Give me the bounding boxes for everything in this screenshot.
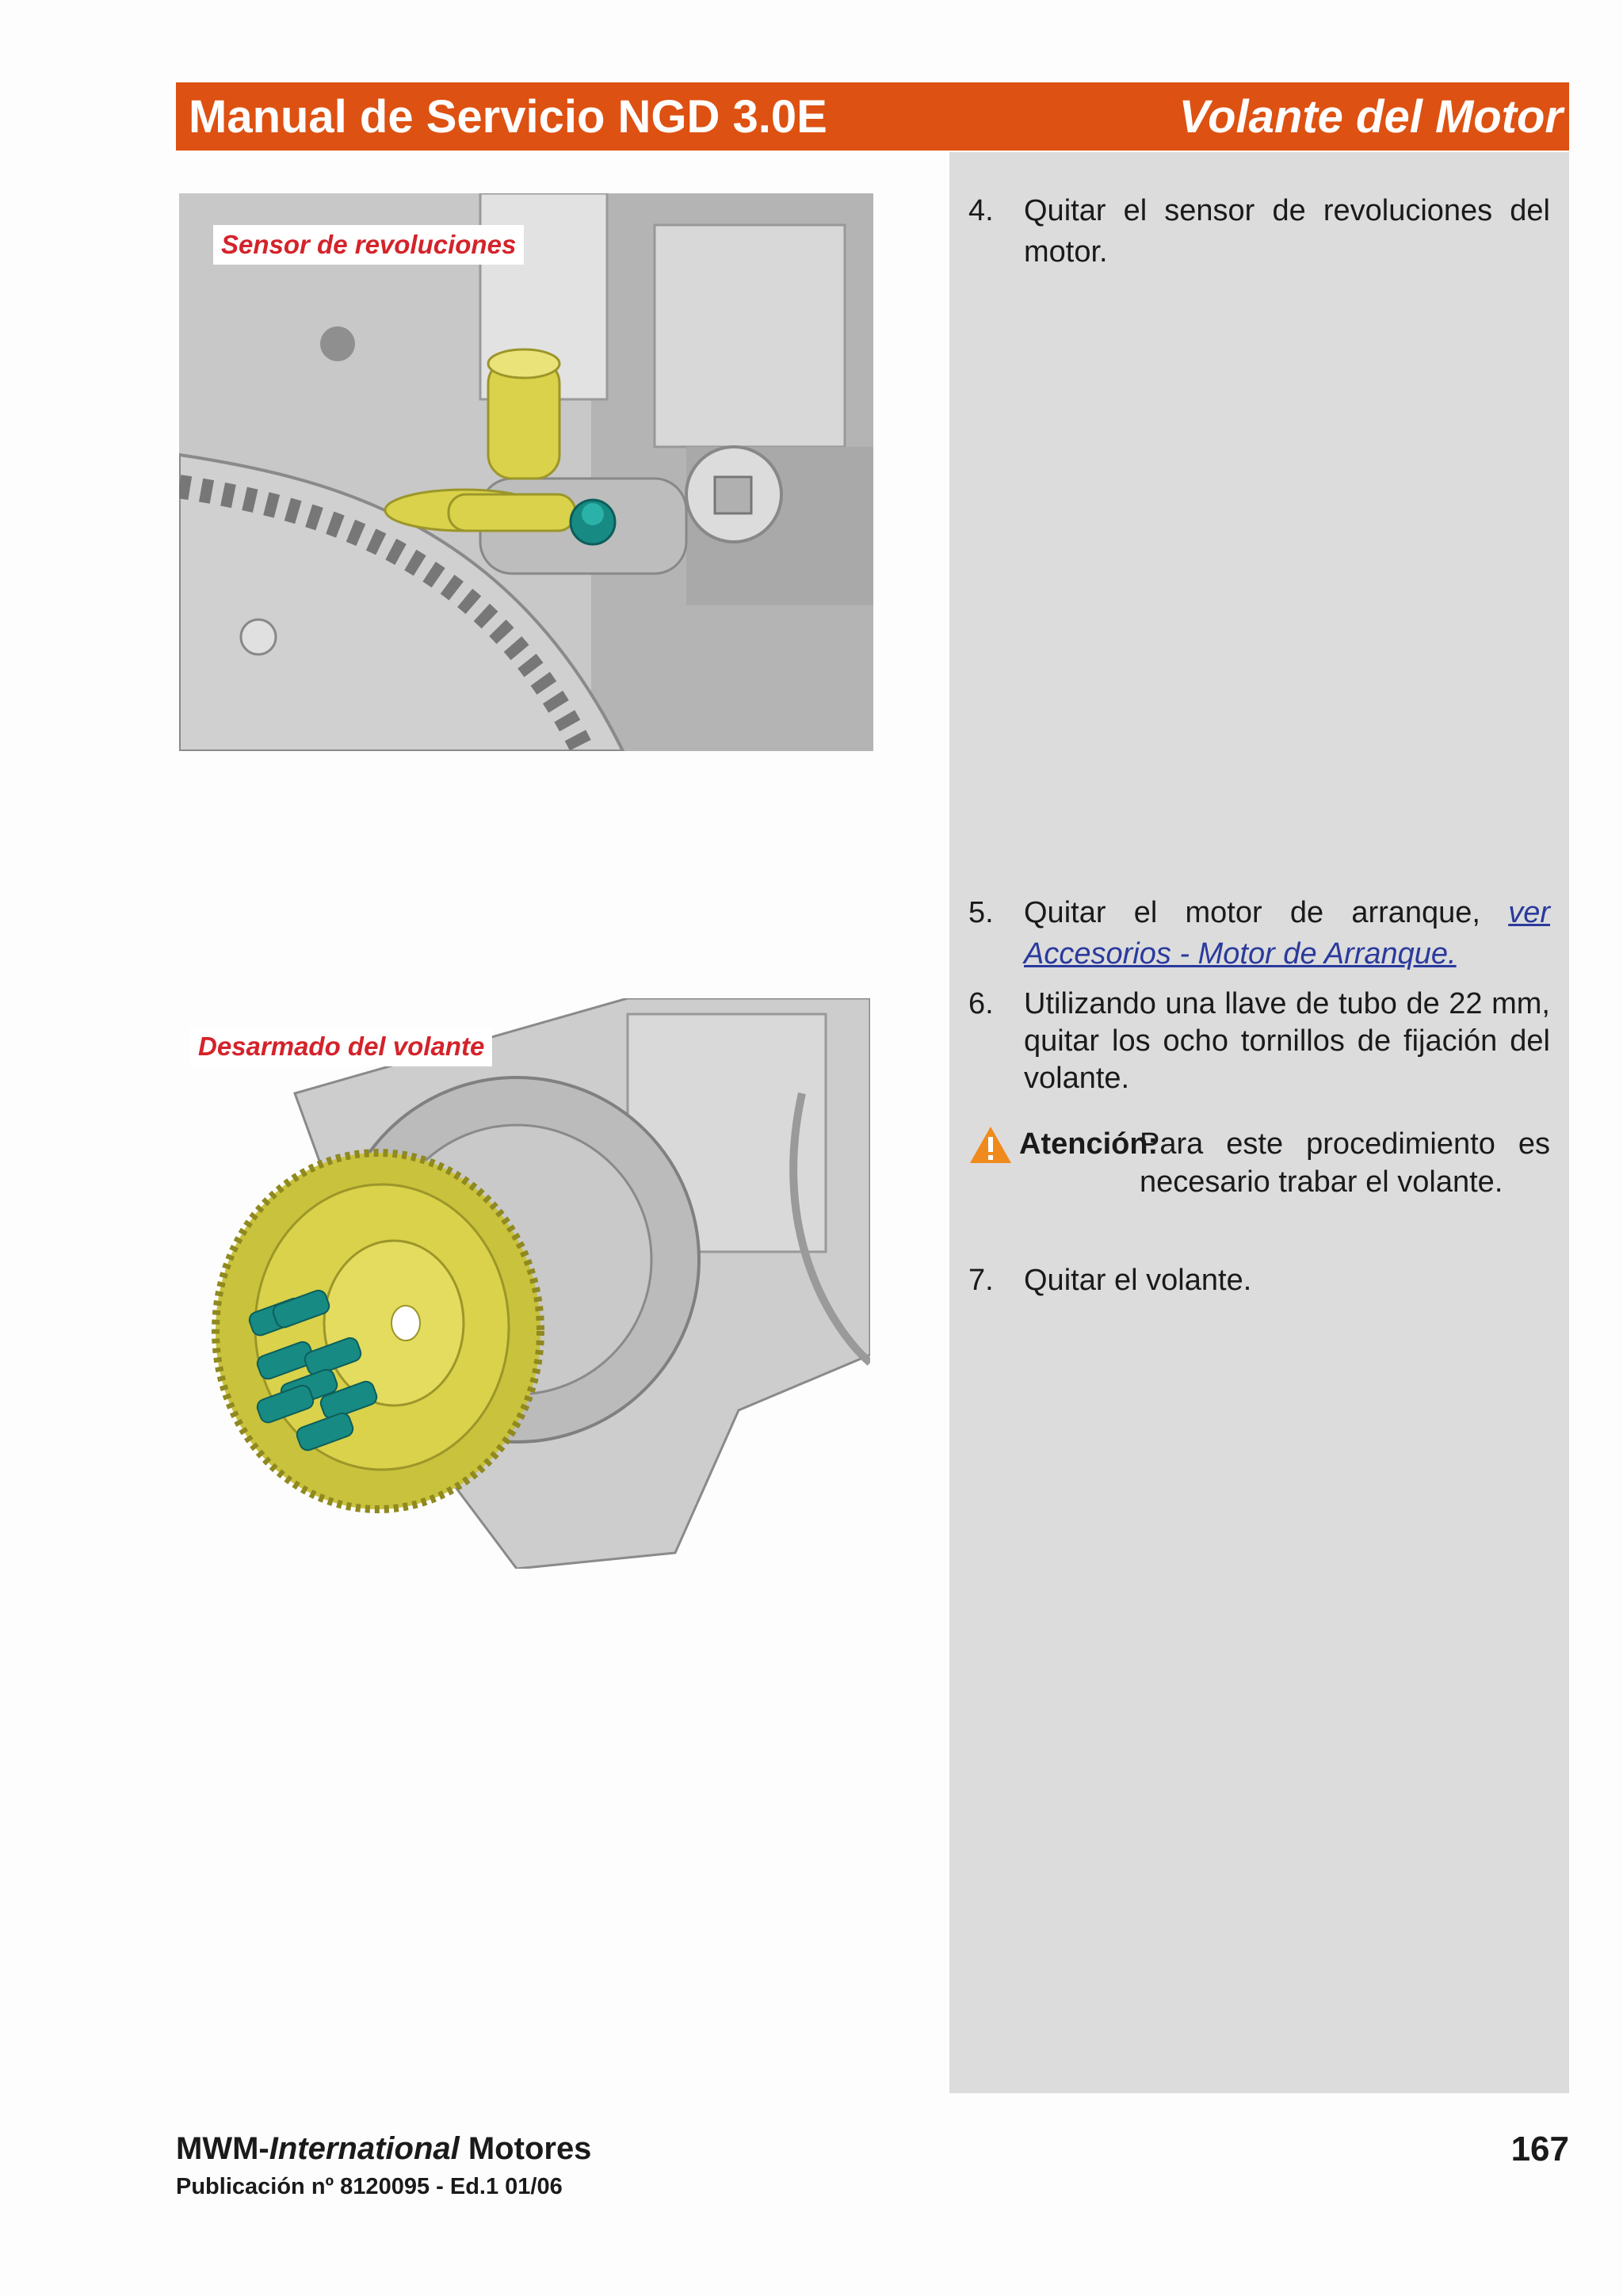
figure-flywheel-removal: [184, 998, 870, 1569]
figure-label-flywheel: Desarmado del volante: [190, 1027, 492, 1066]
footer-brand: MWM-International Motores: [176, 2131, 592, 2166]
step-7: [968, 1260, 1550, 1301]
step-text: [1024, 892, 1550, 974]
section-title: Volante del Motor: [1178, 90, 1563, 143]
step-6: [968, 986, 1550, 1097]
publication-info: Publicación nº 8120095 - Ed.1 01/06: [176, 2174, 563, 2199]
step-text-before-link: Quitar el motor de arranque,: [1024, 896, 1509, 929]
instructions-column: [949, 152, 1569, 2093]
step-number: 6.: [968, 987, 994, 1020]
speed-sensor-illustration: [179, 193, 873, 751]
step-4: [968, 190, 1550, 273]
page-header: [176, 82, 1569, 151]
figure-label-sensor: Sensor de revoluciones: [213, 225, 524, 265]
step-text: Quitar el sensor de revoluciones del motor.: [1024, 194, 1550, 269]
figure-speed-sensor: [179, 193, 873, 751]
warning-triangle-icon: [968, 1125, 1019, 1201]
page-number: 167: [1510, 2130, 1569, 2168]
warning-note: [968, 1125, 1550, 1201]
step-number: 4.: [968, 194, 994, 227]
step-number: 5.: [968, 896, 994, 929]
step-text: Quitar el volante.: [1024, 1264, 1252, 1297]
step-text: Utilizando una llave de tubo de 22 mm, quitar los ocho tornillos de fijación del volante.: [1024, 987, 1550, 1095]
step-number: 7.: [968, 1264, 994, 1297]
warning-label: Atención:: [1019, 1127, 1159, 1161]
flywheel-illustration: [184, 998, 870, 1569]
warning-text: Para este procedimiento es necesario trabar el volante.: [1140, 1127, 1550, 1199]
manual-title: Manual de Servicio NGD 3.0E: [189, 90, 827, 143]
step-5: [968, 892, 1550, 974]
accessories-starter-link[interactable]: ver Accesorios - Motor de Arranque.: [1024, 896, 1550, 971]
